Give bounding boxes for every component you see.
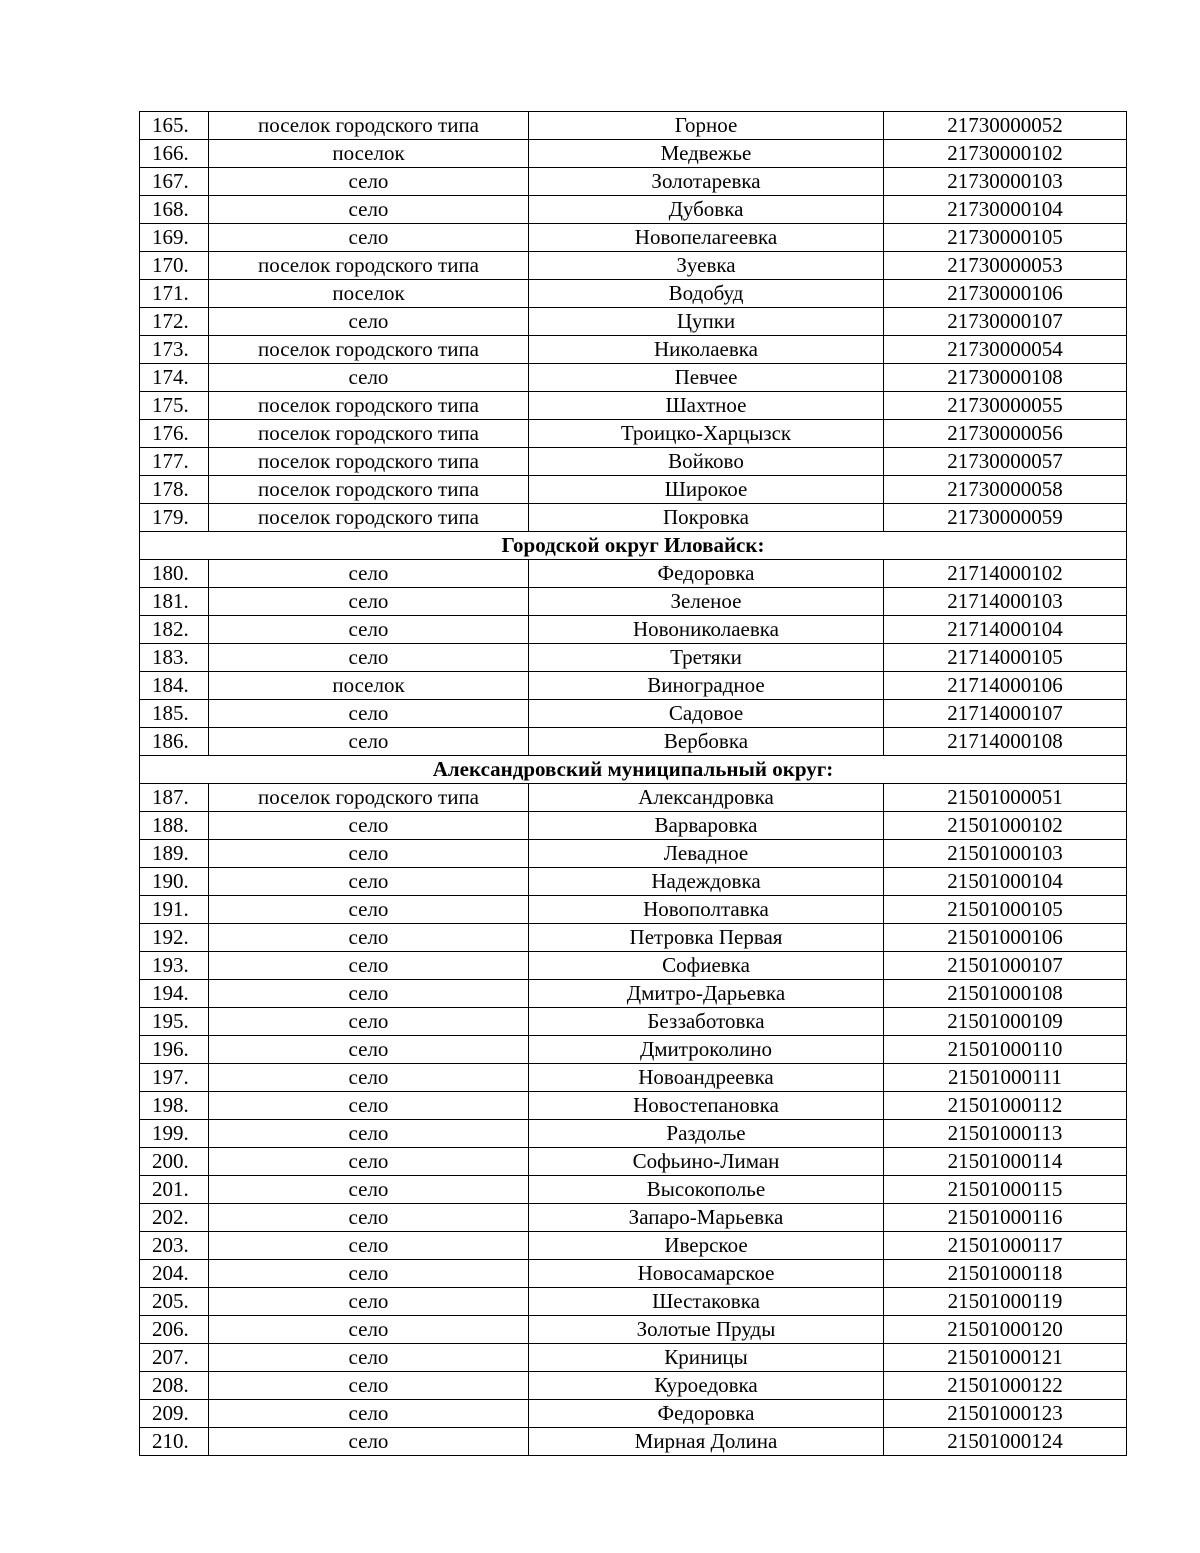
table-row [140,1344,1127,1372]
settlement-code: 21501000105 [884,896,1127,924]
settlement-code: 21730000108 [884,364,1127,392]
row-number: 183. [140,644,209,672]
table-row [140,1372,1127,1400]
row-number: 165. [140,112,209,140]
row-number: 185. [140,700,209,728]
settlement-type: поселок городского типа [209,336,529,364]
settlement-type: село [209,1148,529,1176]
settlement-type: поселок городского типа [209,392,529,420]
settlement-name: Водобуд [529,280,884,308]
settlement-type: село [209,728,529,756]
table-row [140,1316,1127,1344]
settlement-name: Новопелагеевка [529,224,884,252]
row-number: 207. [140,1344,209,1372]
table-row [140,1204,1127,1232]
settlement-name: Софиевка [529,952,884,980]
settlement-type: село [209,196,529,224]
row-number: 198. [140,1092,209,1120]
settlement-name: Высокополье [529,1176,884,1204]
table-row [140,700,1127,728]
table-row [140,1260,1127,1288]
settlement-type: село [209,560,529,588]
settlement-type: поселок городского типа [209,420,529,448]
settlement-code: 21501000113 [884,1120,1127,1148]
table-row [140,812,1127,840]
settlement-type: село [209,1036,529,1064]
settlement-type: поселок [209,140,529,168]
row-number: 200. [140,1148,209,1176]
settlement-type: село [209,924,529,952]
row-number: 186. [140,728,209,756]
row-number: 173. [140,336,209,364]
settlement-name: Шахтное [529,392,884,420]
settlement-code: 21501000112 [884,1092,1127,1120]
table-row [140,448,1127,476]
settlement-name: Зуевка [529,252,884,280]
settlement-name: Левадное [529,840,884,868]
settlement-name: Беззаботовка [529,1008,884,1036]
settlement-type: село [209,1344,529,1372]
settlement-code: 21730000054 [884,336,1127,364]
settlement-code: 21714000107 [884,700,1127,728]
row-number: 210. [140,1428,209,1456]
settlement-code: 21714000104 [884,616,1127,644]
settlement-type: поселок городского типа [209,112,529,140]
row-number: 204. [140,1260,209,1288]
settlement-name: Александровка [529,784,884,812]
settlement-code: 21730000053 [884,252,1127,280]
table-row [140,672,1127,700]
settlements-table [139,111,1127,1456]
row-number: 179. [140,504,209,532]
settlement-type: село [209,1288,529,1316]
settlement-type: село [209,1204,529,1232]
row-number: 209. [140,1400,209,1428]
row-number: 188. [140,812,209,840]
settlement-code: 21501000111 [884,1064,1127,1092]
settlement-code: 21730000106 [884,280,1127,308]
settlement-code: 21501000122 [884,1372,1127,1400]
settlement-type: село [209,840,529,868]
settlement-name: Дмитро-Дарьевка [529,980,884,1008]
settlement-code: 21501000117 [884,1232,1127,1260]
settlement-code: 21501000110 [884,1036,1127,1064]
row-number: 177. [140,448,209,476]
row-number: 190. [140,868,209,896]
settlement-type: поселок городского типа [209,476,529,504]
row-number: 206. [140,1316,209,1344]
row-number: 168. [140,196,209,224]
settlement-code: 21501000103 [884,840,1127,868]
table-row [140,420,1127,448]
settlement-name: Вербовка [529,728,884,756]
row-number: 193. [140,952,209,980]
settlement-type: село [209,1260,529,1288]
table-row [140,1064,1127,1092]
settlement-code: 21714000103 [884,588,1127,616]
table-row [140,980,1127,1008]
settlement-type: село [209,868,529,896]
row-number: 196. [140,1036,209,1064]
row-number: 169. [140,224,209,252]
settlement-code: 21730000103 [884,168,1127,196]
table-row [140,588,1127,616]
settlement-type: поселок [209,280,529,308]
row-number: 170. [140,252,209,280]
settlement-code: 21730000058 [884,476,1127,504]
settlement-type: село [209,588,529,616]
row-number: 191. [140,896,209,924]
settlement-type: село [209,308,529,336]
table-row [140,784,1127,812]
settlement-type: село [209,1232,529,1260]
row-number: 199. [140,1120,209,1148]
row-number: 208. [140,1372,209,1400]
settlement-name: Софьино-Лиман [529,1148,884,1176]
settlement-type: село [209,1372,529,1400]
table-row [140,1120,1127,1148]
settlement-name: Петровка Первая [529,924,884,952]
row-number: 175. [140,392,209,420]
table-row [140,896,1127,924]
row-number: 184. [140,672,209,700]
row-number: 182. [140,616,209,644]
row-number: 166. [140,140,209,168]
table-row [140,140,1127,168]
settlement-type: село [209,364,529,392]
settlement-type: село [209,1400,529,1428]
row-number: 187. [140,784,209,812]
table-row [140,644,1127,672]
settlement-name: Раздолье [529,1120,884,1148]
table-row [140,1288,1127,1316]
settlement-name: Третяки [529,644,884,672]
table-row [140,924,1127,952]
settlement-name: Мирная Долина [529,1428,884,1456]
settlement-type: село [209,1092,529,1120]
section-title: Городской округ Иловайск: [140,532,1127,560]
settlement-name: Николаевка [529,336,884,364]
settlement-name: Троицко-Харцызск [529,420,884,448]
settlement-type: село [209,980,529,1008]
table-row [140,868,1127,896]
table-row [140,1008,1127,1036]
settlement-name: Новостепановка [529,1092,884,1120]
settlement-name: Новониколаевка [529,616,884,644]
settlement-type: село [209,1008,529,1036]
settlement-code: 21501000104 [884,868,1127,896]
settlement-type: село [209,1428,529,1456]
settlement-type: поселок городского типа [209,784,529,812]
row-number: 174. [140,364,209,392]
settlement-type: село [209,168,529,196]
table-row [140,392,1127,420]
table-row [140,616,1127,644]
table-row [140,1232,1127,1260]
settlement-code: 21501000118 [884,1260,1127,1288]
settlement-code: 21714000102 [884,560,1127,588]
settlement-type: село [209,1176,529,1204]
settlement-name: Дубовка [529,196,884,224]
table-row [140,364,1127,392]
settlement-name: Золотаревка [529,168,884,196]
settlement-code: 21730000105 [884,224,1127,252]
settlement-name: Золотые Пруды [529,1316,884,1344]
row-number: 192. [140,924,209,952]
settlement-type: село [209,952,529,980]
row-number: 203. [140,1232,209,1260]
settlement-type: село [209,700,529,728]
settlement-type: село [209,896,529,924]
settlement-code: 21501000115 [884,1176,1127,1204]
settlement-code: 21501000121 [884,1344,1127,1372]
table-row [140,952,1127,980]
table-row [140,840,1127,868]
row-number: 195. [140,1008,209,1036]
settlement-code: 21501000124 [884,1428,1127,1456]
table-row [140,196,1127,224]
settlement-type: село [209,1064,529,1092]
settlement-type: село [209,1120,529,1148]
row-number: 197. [140,1064,209,1092]
settlement-code: 21714000105 [884,644,1127,672]
settlement-code: 21730000107 [884,308,1127,336]
settlement-code: 21501000108 [884,980,1127,1008]
settlement-name: Садовое [529,700,884,728]
settlement-name: Федоровка [529,1400,884,1428]
table-row [140,504,1127,532]
settlement-name: Криницы [529,1344,884,1372]
settlement-code: 21730000055 [884,392,1127,420]
table-row [140,728,1127,756]
settlement-type: село [209,812,529,840]
settlement-name: Новополтавка [529,896,884,924]
settlement-name: Виноградное [529,672,884,700]
settlement-name: Певчее [529,364,884,392]
row-number: 201. [140,1176,209,1204]
settlement-code: 21501000114 [884,1148,1127,1176]
row-number: 172. [140,308,209,336]
table-row [140,168,1127,196]
settlement-name: Дмитроколино [529,1036,884,1064]
row-number: 205. [140,1288,209,1316]
table-row [140,1176,1127,1204]
settlement-code: 21730000057 [884,448,1127,476]
settlement-name: Новосамарское [529,1260,884,1288]
table-row [140,560,1127,588]
table-row [140,112,1127,140]
settlement-type: село [209,1316,529,1344]
table-row [140,1036,1127,1064]
table-row [140,1148,1127,1176]
section-title: Александровский муниципальный округ: [140,756,1127,784]
settlement-code: 21714000108 [884,728,1127,756]
settlement-type: село [209,644,529,672]
row-number: 181. [140,588,209,616]
row-number: 202. [140,1204,209,1232]
settlement-type: поселок городского типа [209,252,529,280]
settlement-name: Зеленое [529,588,884,616]
settlement-name: Варваровка [529,812,884,840]
row-number: 178. [140,476,209,504]
table-row [140,336,1127,364]
row-number: 194. [140,980,209,1008]
table-row [140,1092,1127,1120]
settlement-name: Запаро-Марьевка [529,1204,884,1232]
settlement-type: поселок городского типа [209,504,529,532]
row-number: 189. [140,840,209,868]
table-row [140,1428,1127,1456]
settlement-name: Широкое [529,476,884,504]
settlement-name: Куроедовка [529,1372,884,1400]
settlement-code: 21730000059 [884,504,1127,532]
table-row [140,252,1127,280]
settlement-code: 21501000107 [884,952,1127,980]
settlement-code: 21501000123 [884,1400,1127,1428]
row-number: 180. [140,560,209,588]
settlement-code: 21730000056 [884,420,1127,448]
settlement-code: 21501000116 [884,1204,1127,1232]
settlement-code: 21501000106 [884,924,1127,952]
settlement-code: 21501000109 [884,1008,1127,1036]
settlement-name: Надеждовка [529,868,884,896]
settlement-code: 21714000106 [884,672,1127,700]
settlement-name: Войково [529,448,884,476]
table-row [140,224,1127,252]
row-number: 171. [140,280,209,308]
row-number: 176. [140,420,209,448]
settlement-name: Шестаковка [529,1288,884,1316]
settlement-code: 21501000120 [884,1316,1127,1344]
settlement-name: Иверское [529,1232,884,1260]
settlement-code: 21501000051 [884,784,1127,812]
settlement-type: село [209,616,529,644]
settlement-type: поселок [209,672,529,700]
settlement-name: Горное [529,112,884,140]
settlement-code: 21730000102 [884,140,1127,168]
section-header-row [140,756,1127,784]
settlement-name: Новоандреевка [529,1064,884,1092]
settlement-code: 21501000119 [884,1288,1127,1316]
settlement-code: 21730000104 [884,196,1127,224]
settlement-name: Федоровка [529,560,884,588]
table-row [140,280,1127,308]
row-number: 167. [140,168,209,196]
settlement-code: 21730000052 [884,112,1127,140]
table-row [140,308,1127,336]
settlement-type: поселок городского типа [209,448,529,476]
settlement-name: Цупки [529,308,884,336]
table-row [140,476,1127,504]
section-header-row [140,532,1127,560]
settlement-code: 21501000102 [884,812,1127,840]
settlements-table-body [140,112,1127,1456]
settlement-name: Покровка [529,504,884,532]
settlement-type: село [209,224,529,252]
table-row [140,1400,1127,1428]
settlement-name: Медвежье [529,140,884,168]
